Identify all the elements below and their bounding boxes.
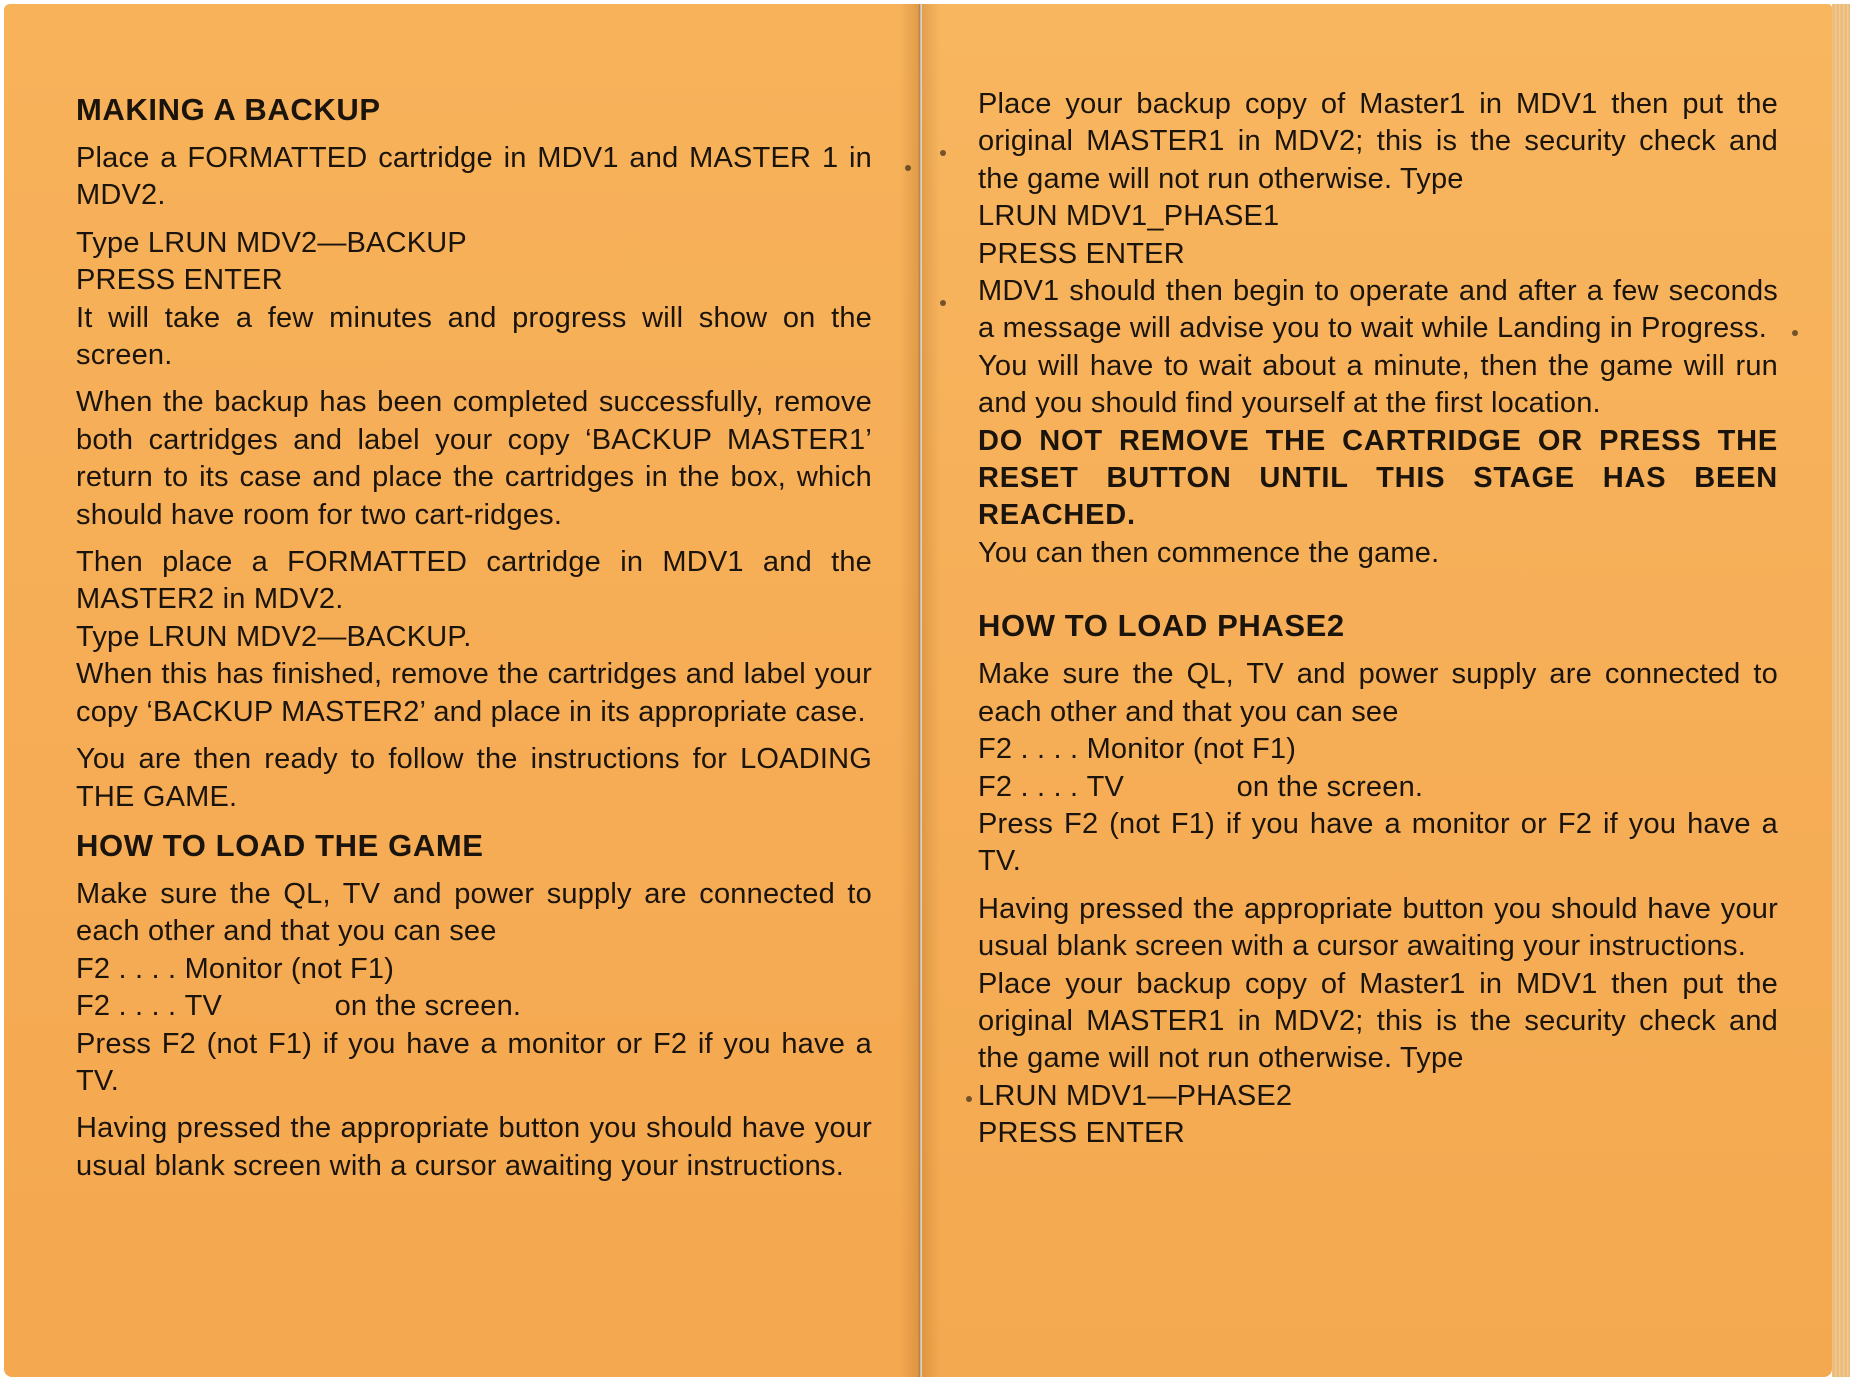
left-page	[4, 4, 920, 1377]
speck-mark	[1792, 330, 1798, 336]
phase2-backup-instructions: Place your backup copy of Master1 in MDV1 then put the original MASTER1 in MDV2; this is the security check and the game will not run otherwise. Type	[978, 967, 1778, 1075]
speck-mark	[966, 1096, 972, 1102]
backup-ready-text: You are then ready to follow the instructions for LOADING THE GAME.	[76, 743, 872, 813]
phase2-press-enter: PRESS ENTER	[978, 1117, 1185, 1150]
page-edges	[1832, 4, 1850, 1377]
backup-master2-text: Then place a FORMATTED cartridge in MDV1 and the MASTER2 in MDV2.	[76, 546, 872, 616]
speck-mark	[905, 165, 911, 171]
right-page-text	[978, 86, 1778, 1153]
load-game-cursor-text: Having pressed the appropriate button you should have your usual blank screen with a cursor awaiting your instructions.	[76, 1112, 872, 1182]
left-page-text	[76, 90, 872, 1185]
speck-mark	[940, 150, 946, 156]
backup-intro: Place a FORMATTED cartridge in MDV1 and MASTER 1 in MDV2.	[76, 142, 872, 212]
phase1-warning: DO NOT REMOVE THE CARTRIDGE OR PRESS THE RESET BUTTON UNTIL THIS STAGE HAS BEEN REACHED.	[978, 424, 1778, 532]
phase2-f2-monitor-line	[978, 731, 1778, 768]
load-game-f2-instruction: Press F2 (not F1) if you have a monitor or F2 if you have a TV.	[76, 1027, 872, 1097]
phase1-press-enter: PRESS ENTER	[978, 237, 1185, 270]
phase2-f2-instruction: Press F2 (not F1) if you have a monitor or F2 if you have a TV.	[978, 807, 1778, 878]
phase1-mdv1-text: MDV1 should then begin to operate and after a few seconds a message will advise you to wait while Landing in Progress.	[978, 275, 1778, 345]
backup-press-enter: PRESS ENTER	[76, 264, 283, 297]
f2-tv-suffix: on the screen.	[334, 990, 522, 1023]
phase2-f2-monitor-key: F2 . . . .	[978, 733, 1079, 766]
phase1-instructions: Place your backup copy of Master1 in MDV1 then put the original MASTER1 in MDV2; this is the security check and the game will not run otherwise. Type	[978, 88, 1778, 195]
phase2-f2-tv-line	[978, 769, 1778, 806]
heading-how-to-load-phase2: HOW TO LOAD PHASE2	[978, 608, 1345, 644]
phase1-command: LRUN MDV1_PHASE1	[978, 200, 1280, 233]
heading-how-to-load-the-game: HOW TO LOAD THE GAME	[76, 827, 484, 863]
f2-tv-key: F2 . . . .	[76, 990, 177, 1023]
backup-command: Type LRUN MDV2—BACKUP	[76, 226, 467, 259]
f2-monitor-key: F2 . . . .	[76, 952, 177, 985]
f2-monitor-value: Monitor (not F1)	[184, 952, 395, 985]
phase2-f2-monitor-value: Monitor (not F1)	[1086, 733, 1297, 766]
right-page	[922, 4, 1832, 1377]
phase1-wait-text: You will have to wait about a minute, then the game will run and you should find yourself at the first location.	[978, 349, 1778, 420]
load-game-intro: Make sure the QL, TV and power supply are connected to each other and that you can see	[76, 877, 872, 948]
phase2-f2-tv-suffix: on the screen.	[1236, 770, 1424, 803]
f2-tv-value: TV	[184, 990, 223, 1023]
backup-completion-text: When the backup has been completed successfully, remove both cartridges and label your copy ‘BACKUP MASTER1’ return to its case and place the cartridges in the box, which should have room for two cart-ridges.	[76, 386, 872, 531]
f2-monitor-line	[76, 951, 872, 988]
phase1-commence-text: You can then commence the game.	[978, 536, 1440, 569]
backup-master2-command: Type LRUN MDV2—BACKUP.	[76, 620, 472, 653]
phase2-cursor-text: Having pressed the appropriate button you should have your usual blank screen with a cursor awaiting your instructions.	[978, 892, 1778, 963]
f2-tv-line	[76, 988, 872, 1025]
backup-master2-finish: When this has finished, remove the cartridges and label your copy ‘BACKUP MASTER2’ and place in its appropriate case.	[76, 658, 872, 728]
speck-mark	[940, 300, 946, 306]
phase2-f2-tv-key: F2 . . . .	[978, 770, 1079, 803]
heading-making-a-backup: MAKING A BACKUP	[76, 92, 381, 127]
phase2-command: LRUN MDV1—PHASE2	[978, 1079, 1293, 1112]
phase2-intro: Make sure the QL, TV and power supply are connected to each other and that you can see	[978, 658, 1778, 728]
backup-progress-note: It will take a few minutes and progress will show on the screen.	[76, 301, 872, 372]
phase2-f2-tv-value: TV	[1086, 770, 1125, 803]
